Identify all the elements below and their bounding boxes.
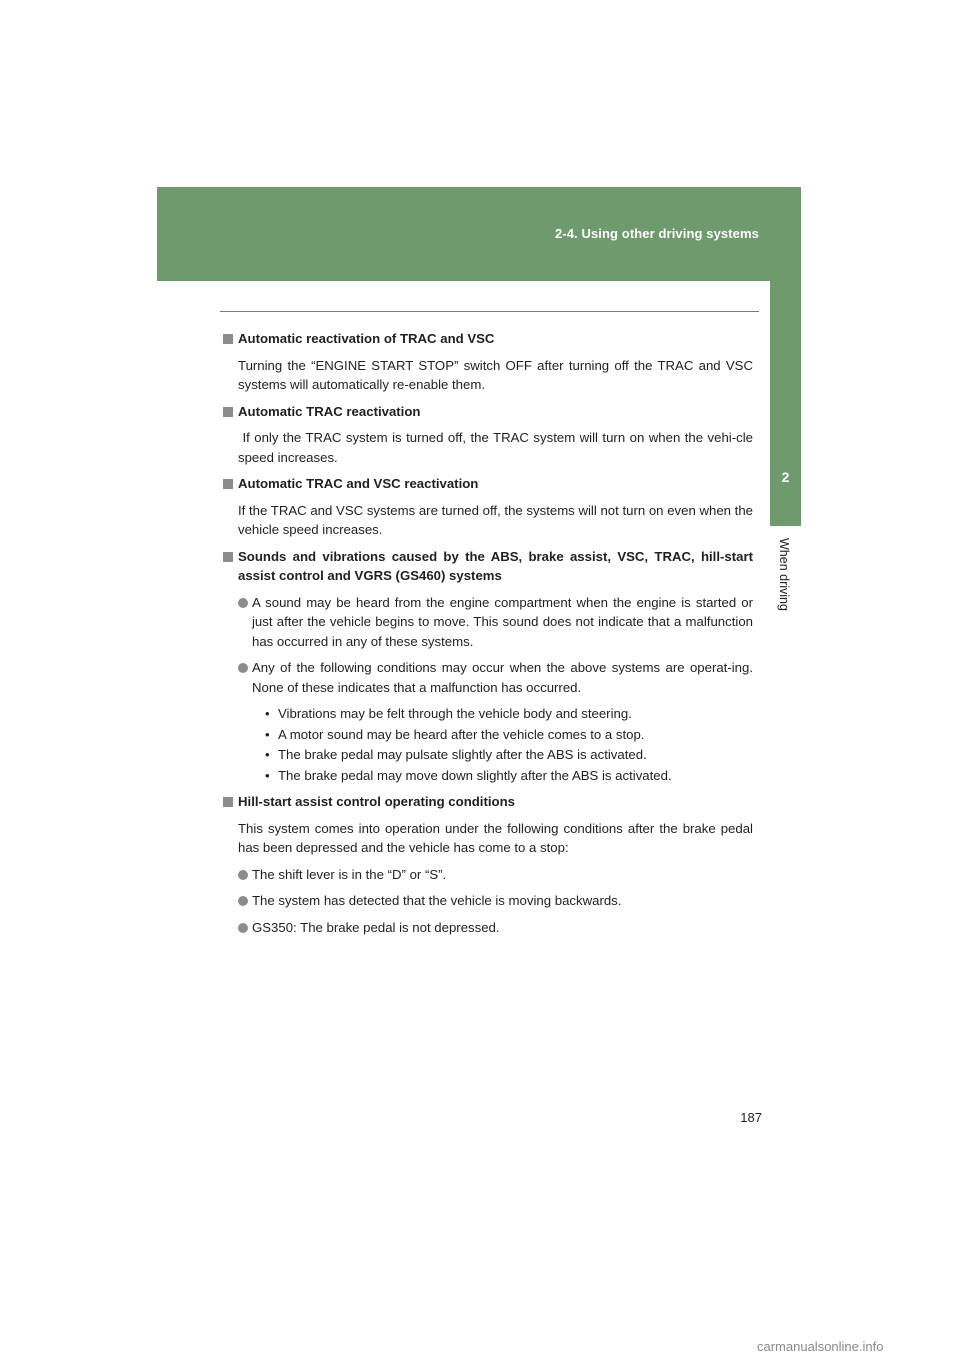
section-text: If only the TRAC system is turned off, the TRAC system will turn on when the vehi-cle speed increases. <box>238 430 757 465</box>
sub-list-item: • Vibrations may be felt through the vehicle body and steering. <box>265 706 632 721</box>
chapter-number: 2 <box>781 469 790 485</box>
section-text: If the TRAC and VSC systems are turned off, the systems will not turn on even when the vehicle speed increases. <box>238 502 753 537</box>
circle-bullet-icon <box>238 598 248 608</box>
watermark: carmanualsonline.info <box>757 1339 884 1354</box>
section-heading: Automatic reactivation of TRAC and VSC <box>223 329 753 349</box>
sub-list-item: • A motor sound may be heard after the vehicle comes to a stop. <box>265 726 645 742</box>
square-bullet-icon <box>223 407 233 417</box>
sub-list-item: • The brake pedal may pulsate slightly after the ABS is activated. <box>265 747 647 762</box>
square-bullet-icon <box>223 797 233 807</box>
circle-bullet-icon <box>238 663 248 673</box>
section-heading: Sounds and vibrations caused by the ABS, brake assist, VSC, TRAC, hill-start assist control and VGRS (GS460) systems <box>223 547 753 586</box>
square-bullet-icon <box>223 334 233 344</box>
section-heading: Automatic TRAC reactivation <box>223 402 753 422</box>
list-item: The shift lever is in the “D” or “S”. <box>238 865 753 885</box>
chapter-label: When driving <box>777 538 791 611</box>
header-band <box>157 187 801 281</box>
square-bullet-icon <box>223 552 233 562</box>
sub-list-item: • The brake pedal may move down slightly after the ABS is activated. <box>265 767 672 783</box>
section-text: This system comes into operation under the following conditions after the brake pedal has been depressed and the vehicle has come to a stop: <box>238 820 753 855</box>
circle-bullet-icon <box>238 896 248 906</box>
divider-rule <box>220 311 759 312</box>
page-number: 187 <box>740 1110 762 1125</box>
square-bullet-icon <box>223 479 233 489</box>
section-text: Turning the “ENGINE START STOP” switch OFF after turning off the TRAC and VSC systems will automatically re-enable them. <box>238 357 753 392</box>
section-title: 2-4. Using other driving systems <box>554 226 759 241</box>
section-heading: Automatic TRAC and VSC reactivation <box>223 474 753 494</box>
list-item: A sound may be heard from the engine compartment when the engine is started or just after the vehicle begins to move. This sound does not indicate that a malfunction has occurred in any of these systems. <box>238 593 753 652</box>
chapter-tab <box>770 281 801 526</box>
list-item: GS350: The brake pedal is not depressed. <box>238 918 753 938</box>
section-heading: Hill-start assist control operating conditions <box>223 792 753 812</box>
list-item: Any of the following conditions may occur when the above systems are operat-ing. None of these indicates that a malfunction has occurred. <box>238 658 753 697</box>
page-content <box>223 329 757 944</box>
list-item: The system has detected that the vehicle is moving backwards. <box>238 891 753 911</box>
circle-bullet-icon <box>238 923 248 933</box>
circle-bullet-icon <box>238 870 248 880</box>
